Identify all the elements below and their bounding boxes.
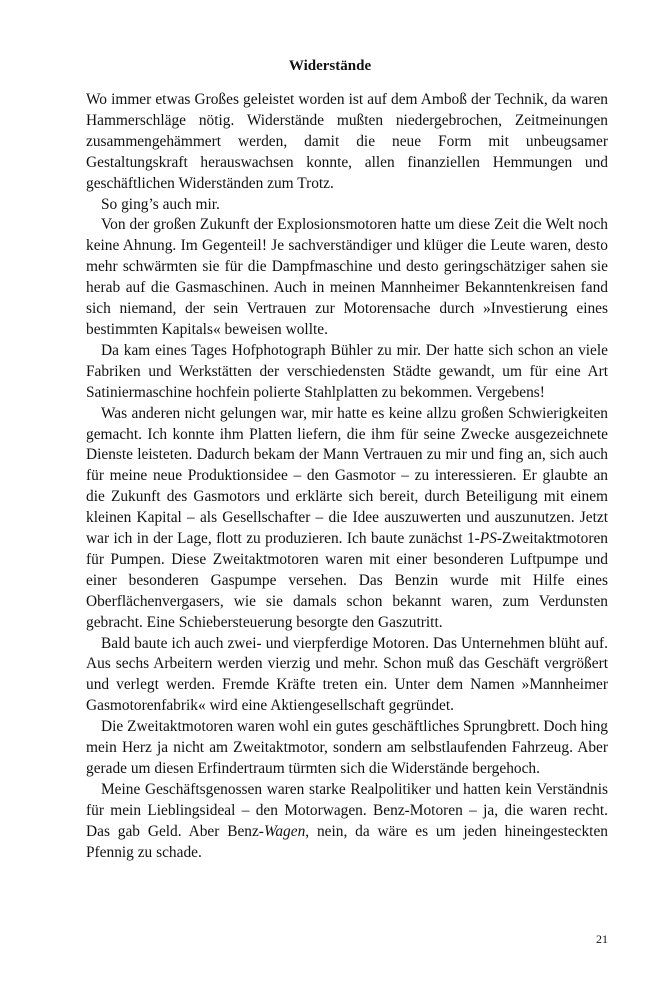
paragraph-2	[86, 195, 608, 216]
chapter-title: Widerstände	[288, 58, 372, 74]
body-text	[86, 90, 608, 864]
paragraph-text: Was anderen nicht gelungen war, mir hatte es keine allzu großen Schwierigkeiten gemacht. Ich konnte ihm Platten liefern, die ihm für seine Zwecke ausgezeichnete Dienste leisteten. Dadurch bekam der Mann Vertrauen zu mir und fing an, sich auch für meine neue Produktionsidee – den Gasmotor – zu interessieren. Er glaubte an die Zukunft des Gasmotors und erklärte sich bereit, durch Beteiligung mit einem kleinen Kapital – als Gesellschafter – die Idee auszuwerten und auszunutzen. Jetzt war ich in der Lage, flott zu produzieren. Ich baute zunächst 1-	[86, 404, 608, 548]
emphasis-ps: PS	[479, 530, 497, 548]
paragraph-text: Von der großen Zukunft der Explosionsmotoren hatte um diese Zeit die Welt noch keine Ahnung. Im Gegenteil! Je sachverständiger und klüger die Leute waren, desto mehr schwärmten sie für die Dampfmaschine und desto geringschätziger sahen sie herab auf die Gasmaschinen. Auch in meinen Mannheimer Bekanntenkreisen fand sich niemand, der sein Vertrauen zur Motorensache durch »Investierung eines bestimmten Kapitals« beweisen wollte.	[86, 216, 608, 338]
paragraph-6	[86, 634, 608, 718]
paragraph-text: -Zweitaktmotoren für Pumpen. Diese Zweitaktmotoren waren mit einer besonderen Luftpumpe und einer besonderen Gaspumpe versehen. Das Benzin wurde mit Hilfe eines Oberflächenvergasers, wie sie damals schon bekannt waren, zum Verdunsten gebracht. Eine Schiebersteuerung besorgte den Gaszutritt.	[86, 530, 608, 631]
paragraph-text: , nein, da wäre es um jeden hineingesteckten Pfennig zu schade.	[86, 822, 608, 861]
paragraph-7	[86, 717, 608, 780]
page-number: 21	[596, 932, 608, 946]
paragraph-1	[86, 90, 608, 195]
paragraph-text: So ging’s auch mir.	[101, 195, 220, 213]
paragraph-text: Wo immer etwas Großes geleistet worden ist auf dem Amboß der Technik, da waren Hammerschläge nötig. Widerstände mußten niedergebrochen, Zeitmeinungen zusammengehämmert werden, damit die neue Form mit unbeugsamer Gestaltungskraft herauswachsen konnte, allen finanziellen Hemmungen und geschäftlichen Widerständen zum Trotz.	[86, 91, 608, 192]
paragraph-3	[86, 215, 608, 340]
paragraph-text: Bald baute ich auch zwei- und vierpferdige Motoren. Das Unternehmen blüht auf. Aus sechs Arbeitern werden vierzig und mehr. Schon muß das Geschäft vergrößert und verlegt werden. Fremde Kräfte treten ein. Unter dem Namen »Mannheimer Gasmotorenfabrik« wird eine Aktiengesellschaft gegründet.	[86, 634, 608, 715]
paragraph-text: Da kam eines Tages Hofphotograph Bühler zu mir. Der hatte sich schon an viele Fabriken und Werkstätten der verschiedensten Städte gewandt, um für eine Art Satiniermaschine hochfein polierte Stahlplatten zu bekommen. Vergebens!	[86, 341, 608, 401]
emphasis-wagen: Wagen	[263, 822, 306, 840]
paragraph-text: Die Zweitaktmotoren waren wohl ein gutes geschäftliches Sprungbrett. Doch hing mein Herz ja nicht am Zweitaktmotor, sondern am selbstlaufenden Fahrzeug. Aber gerade um diesen Erfindertraum türmten sich die Widerstände bergehoch.	[86, 718, 608, 777]
paragraph-8	[86, 780, 608, 864]
paragraph-text: Meine Geschäftsgenossen waren starke Realpolitiker und hatten kein Verständnis für mein Lieblingsideal – den Motorwagen. Benz-Motoren – ja, die waren recht. Das gab Geld. Aber Benz-	[86, 780, 608, 840]
paragraph-5	[86, 404, 608, 634]
paragraph-4	[86, 341, 608, 404]
